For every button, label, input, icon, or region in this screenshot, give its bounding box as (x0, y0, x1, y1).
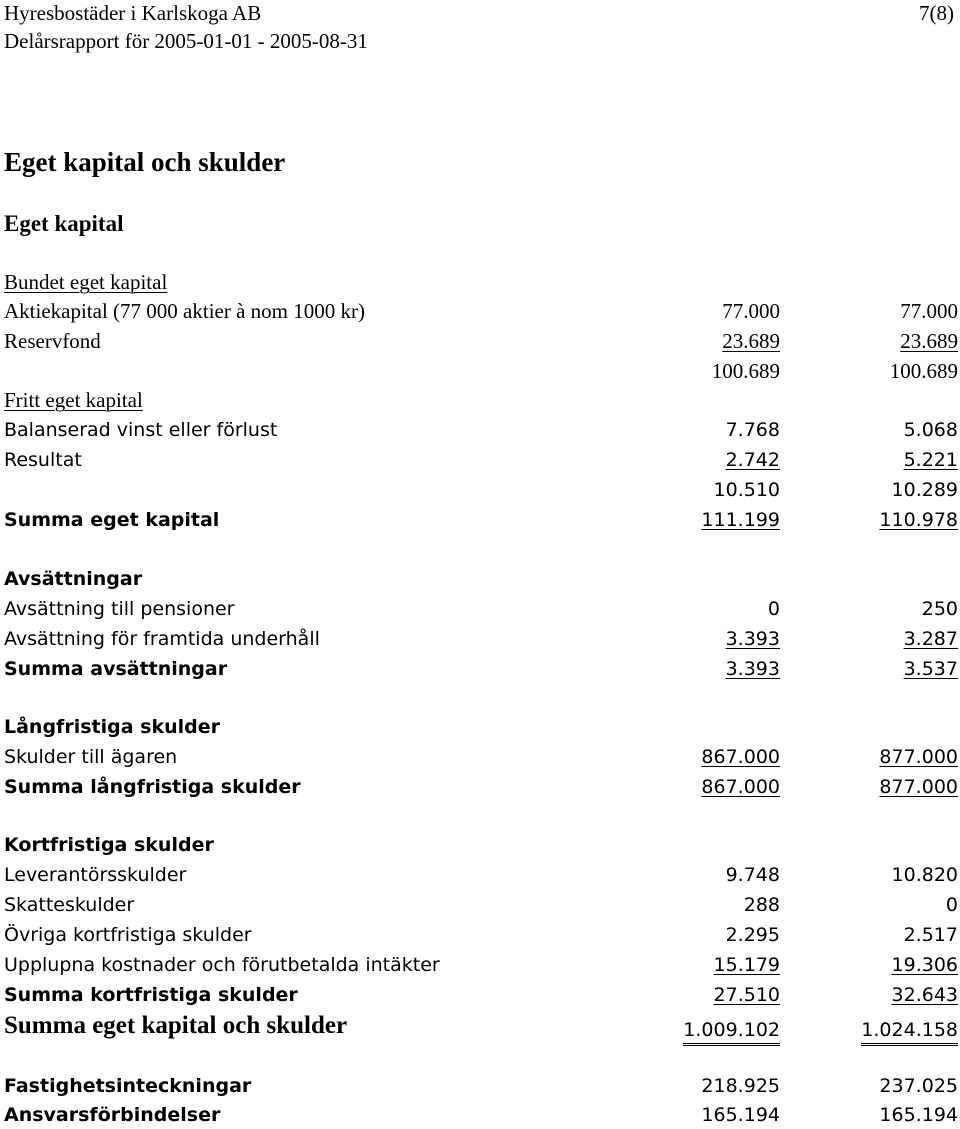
row-label: Resultat (4, 449, 82, 471)
value-previous: 250 (921, 598, 958, 620)
page-title: Eget kapital och skulder (4, 147, 286, 177)
row-reservfond (0, 328, 960, 358)
value-previous: 77.000 (900, 299, 958, 323)
value-current: 0 (767, 598, 780, 620)
value-current: 3.393 (725, 658, 780, 680)
row-summa-kortfristiga (0, 982, 960, 1012)
value-previous: 237.025 (879, 1075, 958, 1097)
row-label: Ansvarsförbindelser (4, 1104, 221, 1126)
value-previous: 110.978 (879, 509, 958, 531)
row-underhall (0, 626, 960, 656)
value-previous: 0 (945, 894, 958, 916)
value-previous: 5.221 (903, 449, 958, 471)
row-label: Avsättning till pensioner (4, 598, 235, 620)
value-previous: 3.537 (903, 658, 958, 680)
value-current: 9.748 (725, 864, 780, 886)
value-previous: 165.194 (879, 1104, 958, 1126)
row-total (0, 1013, 960, 1047)
row-label: Summa kortfristiga skulder (4, 984, 298, 1006)
row-label: Balanserad vinst eller förlust (4, 419, 278, 441)
value-current: 3.393 (725, 628, 780, 650)
value-current: 1.009.102 (683, 1017, 780, 1046)
row-label: Summa eget kapital och skulder (4, 1012, 348, 1039)
value-previous: 10.289 (891, 479, 958, 501)
section-heading-eget-kapital: Eget kapital (4, 211, 124, 236)
value-current: 10.510 (713, 479, 780, 501)
value-previous: 877.000 (879, 746, 958, 768)
row-label: Övriga kortfristiga skulder (4, 924, 252, 946)
value-previous: 19.306 (891, 954, 958, 976)
value-current: 15.179 (713, 954, 780, 976)
section-heading-kortfristiga (0, 832, 960, 862)
company-name: Hyresbostäder i Karlskoga AB (4, 1, 262, 25)
value-previous: 3.287 (903, 628, 958, 650)
value-current: 165.194 (701, 1104, 780, 1126)
row-resultat (0, 447, 960, 477)
value-current: 218.925 (701, 1075, 780, 1097)
row-leverantor (0, 862, 960, 892)
row-label: Avsättning för framtida underhåll (4, 628, 320, 650)
row-label: Skulder till ägaren (4, 746, 178, 768)
row-label: Skatteskulder (4, 894, 135, 916)
value-current: 111.199 (701, 509, 780, 531)
value-previous: 1.024.158 (861, 1017, 958, 1046)
value-previous: 877.000 (879, 776, 958, 798)
row-fritt-sum (0, 477, 960, 507)
row-label: Fritt eget kapital (4, 388, 143, 412)
value-previous: 2.517 (903, 924, 958, 946)
subheading-bundet (0, 269, 960, 299)
row-aktiekapital (0, 298, 960, 328)
section-heading-avsattningar (0, 566, 960, 596)
row-label: Långfristiga skulder (4, 716, 220, 738)
value-previous: 23.689 (900, 329, 958, 353)
row-summa-eget-kapital (0, 507, 960, 537)
subheading-fritt (0, 387, 960, 417)
row-upplupna (0, 952, 960, 982)
value-current: 867.000 (701, 746, 780, 768)
value-previous: 100.689 (889, 359, 958, 383)
value-previous: 5.068 (903, 419, 958, 441)
value-current: 867.000 (701, 776, 780, 798)
row-ovriga (0, 922, 960, 952)
row-ansvar (0, 1102, 960, 1129)
value-previous: 10.820 (891, 864, 958, 886)
row-skatte (0, 892, 960, 922)
row-label: Kortfristiga skulder (4, 834, 214, 856)
row-agaren (0, 744, 960, 774)
row-label: Summa långfristiga skulder (4, 776, 301, 798)
value-current: 100.689 (711, 359, 780, 383)
row-label: Upplupna kostnader och förutbetalda intäkter (4, 954, 440, 976)
value-current: 23.689 (722, 329, 780, 353)
value-current: 2.295 (725, 924, 780, 946)
row-label: Aktiekapital (77 000 aktier à nom 1000 kr) (4, 299, 365, 323)
row-label: Avsättningar (4, 568, 143, 590)
row-label: Bundet eget kapital (4, 270, 168, 294)
row-label: Leverantörsskulder (4, 864, 187, 886)
row-summa-langfristiga (0, 774, 960, 804)
value-current: 27.510 (713, 984, 780, 1006)
value-current: 2.742 (725, 449, 780, 471)
value-current: 7.768 (725, 419, 780, 441)
row-pension (0, 596, 960, 626)
section-heading-langfristiga (0, 714, 960, 744)
value-current: 77.000 (722, 299, 780, 323)
page-number: 7(8) (919, 1, 954, 25)
row-balanserad (0, 417, 960, 447)
row-label: Summa eget kapital (4, 509, 220, 531)
row-fastighet (0, 1073, 960, 1103)
value-current: 288 (743, 894, 780, 916)
row-bundet-sum (0, 358, 960, 388)
row-label: Reservfond (4, 329, 101, 353)
row-summa-avsattningar (0, 656, 960, 686)
report-period: Delårsrapport för 2005-01-01 - 2005-08-31 (4, 29, 368, 53)
row-label: Summa avsättningar (4, 658, 228, 680)
row-label: Fastighetsinteckningar (4, 1075, 252, 1097)
value-previous: 32.643 (891, 984, 958, 1006)
